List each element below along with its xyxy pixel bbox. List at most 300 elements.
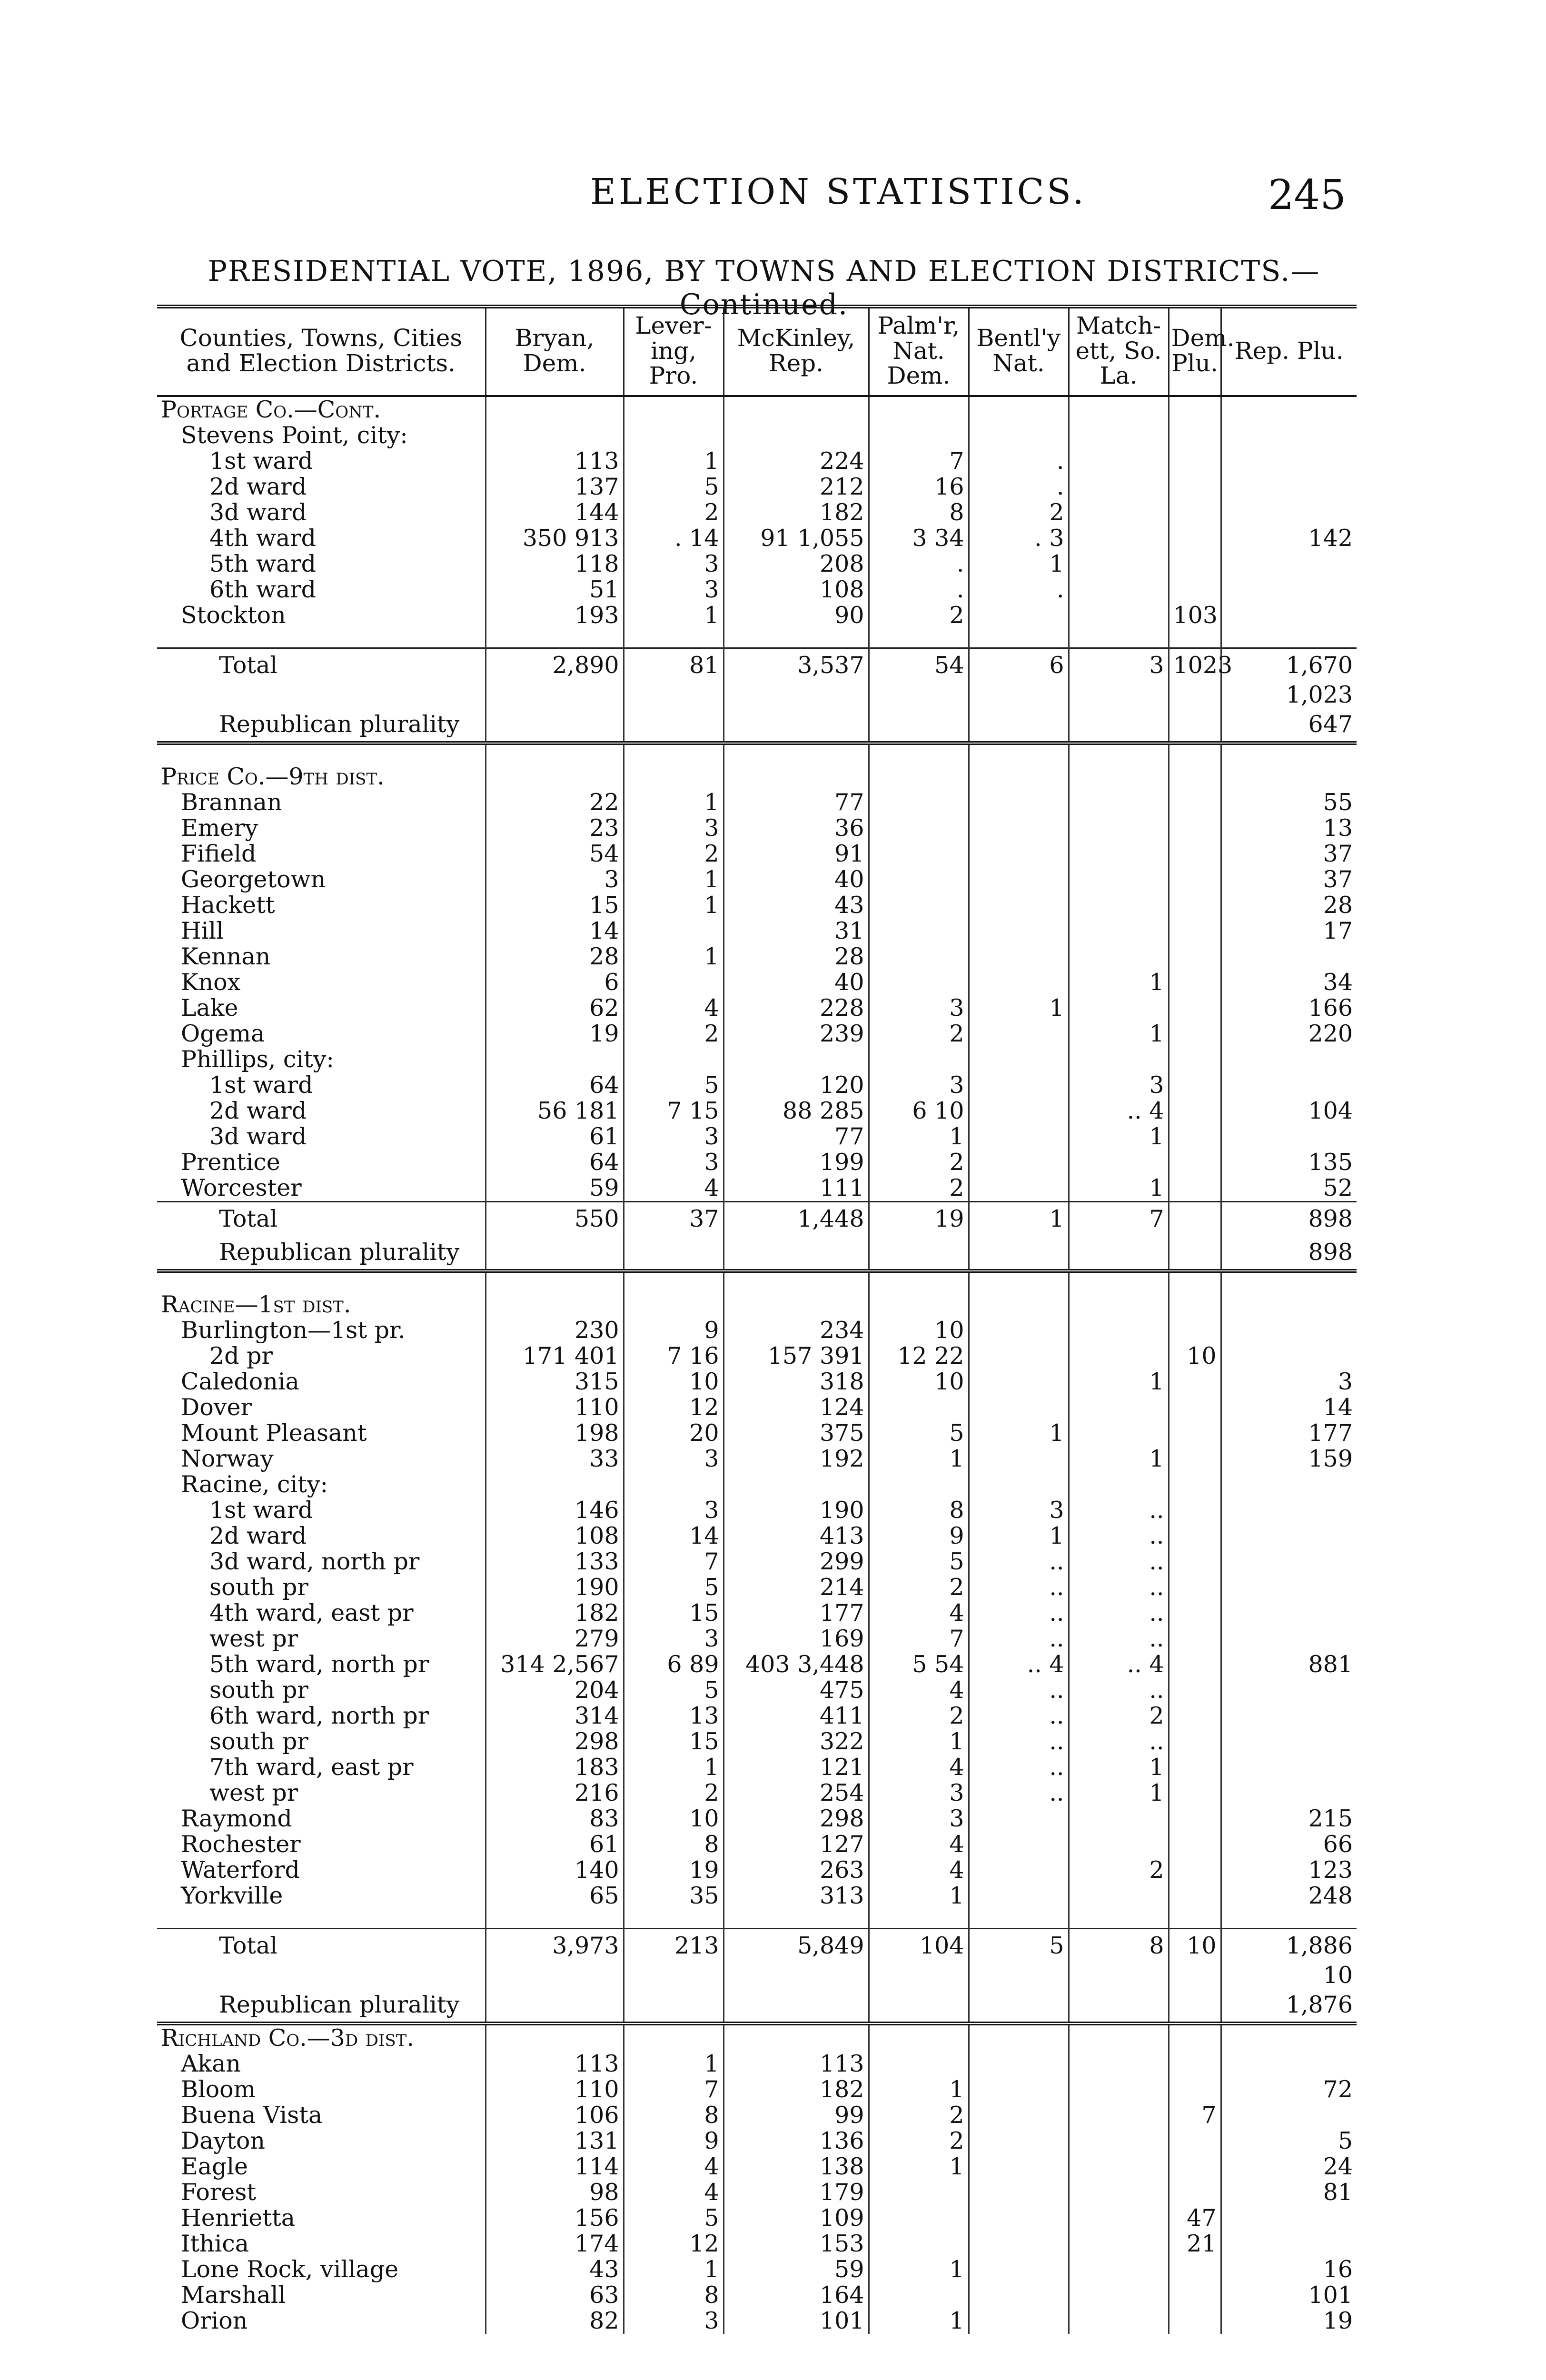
cell-matchett: 1 bbox=[1069, 1369, 1169, 1395]
table-row bbox=[157, 995, 1357, 1021]
cell-rep-plurality: 28 bbox=[1323, 891, 1353, 919]
cell-palmer bbox=[869, 1047, 969, 1072]
cell-palmer: 2 bbox=[869, 2102, 969, 2128]
table-row bbox=[157, 867, 1357, 892]
cell-levering bbox=[624, 1047, 723, 1072]
cell-palmer: 4 bbox=[869, 1600, 969, 1626]
cell-district: south pr bbox=[157, 1677, 486, 1703]
cell-matchett bbox=[1069, 526, 1169, 551]
cell-district: Mount Pleasant bbox=[157, 1420, 486, 1446]
cell-rep-plurality: 10 bbox=[1323, 1961, 1353, 1989]
cell-bentley bbox=[969, 2257, 1069, 2282]
cell-district: Fifield bbox=[157, 841, 486, 867]
cell-bentley: 5 bbox=[969, 1928, 1069, 1963]
cell-bentley: . 3 bbox=[969, 526, 1069, 551]
cell-rep-plurality: 16 bbox=[1323, 2255, 1353, 2283]
cell-bryan: 113 bbox=[486, 448, 624, 474]
cell-levering bbox=[624, 743, 723, 764]
cell-matchett bbox=[1069, 1832, 1169, 1857]
cell-matchett: .. bbox=[1069, 1729, 1169, 1755]
cell-levering: 3 bbox=[624, 2308, 723, 2334]
cell-bentley: . bbox=[969, 474, 1069, 500]
cell-dem-plurality bbox=[1169, 448, 1221, 474]
cell-mckinley bbox=[723, 1047, 869, 1072]
cell-bentley bbox=[969, 1909, 1069, 1929]
table-row bbox=[157, 1343, 1357, 1369]
cell-mckinley: 43 bbox=[723, 892, 869, 918]
cell-bryan: 314 bbox=[486, 1703, 624, 1729]
cell-matchett bbox=[1069, 867, 1169, 892]
cell-matchett: 2 bbox=[1069, 1703, 1169, 1729]
cell-matchett bbox=[1069, 2023, 1169, 2051]
cell-district bbox=[157, 1909, 486, 1929]
cell-district: Total bbox=[157, 1928, 486, 1963]
cell-dem-plurality bbox=[1169, 1703, 1221, 1729]
cell-bryan: 230 bbox=[486, 1318, 624, 1343]
table-row bbox=[157, 1497, 1357, 1523]
table-row bbox=[157, 1369, 1357, 1395]
cell-matchett bbox=[1069, 1963, 1169, 1988]
cell-district: Henrietta bbox=[157, 2205, 486, 2231]
cell-district: Ogema bbox=[157, 1021, 486, 1047]
cell-bentley bbox=[969, 2128, 1069, 2154]
cell-district: 6th ward bbox=[157, 577, 486, 603]
cell-palmer bbox=[869, 764, 969, 790]
cell-bryan: 15 bbox=[486, 892, 624, 918]
cell-rep-plurality bbox=[1221, 764, 1357, 790]
cell-matchett bbox=[1069, 2231, 1169, 2257]
cell-dem-plurality bbox=[1169, 474, 1221, 500]
cell-matchett: .. 4 bbox=[1069, 1098, 1169, 1124]
cell-bryan: 174 bbox=[486, 2231, 624, 2257]
table-row bbox=[157, 1806, 1357, 1832]
cell-palmer bbox=[869, 2282, 969, 2308]
cell-dem-plurality bbox=[1169, 841, 1221, 867]
cell-rep-plurality: 898 bbox=[1221, 1201, 1357, 1236]
cell-dem-plurality bbox=[1169, 1446, 1221, 1472]
cell-palmer bbox=[869, 396, 969, 423]
cell-bentley bbox=[969, 2102, 1069, 2128]
cell-district: Lone Rock, village bbox=[157, 2257, 486, 2282]
cell-rep-plurality: 898 bbox=[1221, 1236, 1357, 1271]
table-row bbox=[157, 682, 1357, 708]
cell-dem-plurality bbox=[1169, 1626, 1221, 1652]
cell-rep-plurality bbox=[1221, 1343, 1357, 1369]
cell-mckinley: 40 bbox=[723, 970, 869, 995]
cell-palmer bbox=[869, 892, 969, 918]
table-row bbox=[157, 764, 1357, 790]
cell-bryan bbox=[486, 1047, 624, 1072]
cell-district: Ithica bbox=[157, 2231, 486, 2257]
cell-mckinley: 164 bbox=[723, 2282, 869, 2308]
cell-district bbox=[157, 1271, 486, 1292]
cell-levering: 1 bbox=[624, 603, 723, 628]
cell-matchett bbox=[1069, 1150, 1169, 1175]
table-row bbox=[157, 628, 1357, 648]
cell-district: 3d ward bbox=[157, 1124, 486, 1150]
table-row bbox=[157, 1472, 1357, 1497]
cell-mckinley: 108 bbox=[723, 577, 869, 603]
cell-dem-plurality bbox=[1169, 1124, 1221, 1150]
cell-bryan: 550 bbox=[486, 1201, 624, 1236]
cell-palmer bbox=[869, 2023, 969, 2051]
cell-dem-plurality bbox=[1169, 1600, 1221, 1626]
cell-mckinley: 5,849 bbox=[723, 1928, 869, 1963]
cell-bentley bbox=[969, 628, 1069, 648]
cell-dem-plurality bbox=[1169, 1420, 1221, 1446]
cell-palmer bbox=[869, 790, 969, 815]
table-row bbox=[157, 1098, 1357, 1124]
cell-levering bbox=[624, 1472, 723, 1497]
cell-mckinley: 208 bbox=[723, 551, 869, 577]
cell-bryan: 108 bbox=[486, 1523, 624, 1549]
table-row bbox=[157, 1928, 1357, 1963]
cell-rep-plurality bbox=[1221, 500, 1357, 526]
cell-district: Burlington—1st pr. bbox=[157, 1318, 486, 1343]
cell-dem-plurality bbox=[1169, 1780, 1221, 1806]
cell-palmer: 3 bbox=[869, 1072, 969, 1098]
cell-rep-plurality bbox=[1221, 2205, 1357, 2231]
cell-rep-plurality bbox=[1221, 944, 1357, 970]
cell-bentley bbox=[969, 1124, 1069, 1150]
cell-matchett: .. bbox=[1069, 1575, 1169, 1600]
table-row bbox=[157, 1150, 1357, 1175]
cell-levering: 1 bbox=[624, 2257, 723, 2282]
cell-levering bbox=[624, 423, 723, 448]
cell-palmer: 1 bbox=[869, 2257, 969, 2282]
cell-dem-plurality: 1023 bbox=[1169, 648, 1221, 682]
cell-bryan: 156 bbox=[486, 2205, 624, 2231]
cell-dem-plurality bbox=[1169, 1575, 1221, 1600]
cell-bryan bbox=[486, 1292, 624, 1318]
table-row bbox=[157, 970, 1357, 995]
cell-levering: 213 bbox=[624, 1928, 723, 1963]
table-row bbox=[157, 423, 1357, 448]
cell-rep-plurality bbox=[1221, 1600, 1357, 1626]
cell-bentley bbox=[969, 2023, 1069, 2051]
cell-levering bbox=[624, 918, 723, 944]
cell-district: Emery bbox=[157, 815, 486, 841]
cell-rep-plurality bbox=[1221, 2023, 1357, 2051]
cell-bryan: 51 bbox=[486, 577, 624, 603]
cell-dem-plurality bbox=[1169, 1292, 1221, 1318]
cell-bryan: 171 401 bbox=[486, 1343, 624, 1369]
cell-bryan: 83 bbox=[486, 1806, 624, 1832]
cell-levering: 9 bbox=[624, 1318, 723, 1343]
cell-palmer bbox=[869, 1236, 969, 1271]
cell-matchett bbox=[1069, 2257, 1169, 2282]
table-row bbox=[157, 2023, 1357, 2051]
cell-bryan: 3 bbox=[486, 867, 624, 892]
cell-rep-plurality: 5 bbox=[1338, 2127, 1353, 2154]
cell-rep-plurality: 135 bbox=[1308, 1148, 1353, 1176]
cell-levering bbox=[624, 1963, 723, 1988]
cell-palmer: 16 bbox=[869, 474, 969, 500]
cell-palmer: 1 bbox=[869, 1883, 969, 1909]
cell-bentley bbox=[969, 1883, 1069, 1909]
cell-rep-plurality: 647 bbox=[1221, 708, 1357, 743]
table-row bbox=[157, 2205, 1357, 2231]
table-row bbox=[157, 1523, 1357, 1549]
cell-levering: 10 bbox=[624, 1806, 723, 1832]
cell-bentley bbox=[969, 2051, 1069, 2077]
table-row bbox=[157, 551, 1357, 577]
cell-palmer: . bbox=[869, 551, 969, 577]
table-row bbox=[157, 1988, 1357, 2023]
cell-levering: 6 89 bbox=[624, 1652, 723, 1677]
cell-rep-plurality: 17 bbox=[1323, 917, 1353, 944]
cell-palmer bbox=[869, 2180, 969, 2205]
cell-mckinley: 199 bbox=[723, 1150, 869, 1175]
table-row bbox=[157, 1395, 1357, 1420]
cell-levering: 1 bbox=[624, 790, 723, 815]
cell-dem-plurality bbox=[1169, 1677, 1221, 1703]
cell-bryan: 113 bbox=[486, 2051, 624, 2077]
cell-bentley: .. bbox=[969, 1703, 1069, 1729]
cell-dem-plurality bbox=[1169, 1021, 1221, 1047]
cell-mckinley: 111 bbox=[723, 1175, 869, 1202]
cell-rep-plurality: 72 bbox=[1323, 2075, 1353, 2103]
cell-bentley: 1 bbox=[969, 1420, 1069, 1446]
cell-bryan bbox=[486, 2023, 624, 2051]
table-row bbox=[157, 1292, 1357, 1318]
cell-mckinley: 224 bbox=[723, 448, 869, 474]
cell-district: 6th ward, north pr bbox=[157, 1703, 486, 1729]
cell-dem-plurality bbox=[1169, 1549, 1221, 1575]
cell-levering: 1 bbox=[624, 448, 723, 474]
cell-bryan: 118 bbox=[486, 551, 624, 577]
table-row bbox=[157, 2180, 1357, 2205]
cell-rep-plurality bbox=[1221, 1472, 1357, 1497]
cell-rep-plurality bbox=[1221, 1292, 1357, 1318]
table-row bbox=[157, 1600, 1357, 1626]
cell-bryan: 106 bbox=[486, 2102, 624, 2128]
cell-palmer bbox=[869, 628, 969, 648]
cell-bentley: 1 bbox=[969, 1523, 1069, 1549]
table-row bbox=[157, 1857, 1357, 1883]
cell-matchett: 1 bbox=[1069, 1780, 1169, 1806]
cell-bryan: 54 bbox=[486, 841, 624, 867]
cell-district: west pr bbox=[157, 1626, 486, 1652]
cell-matchett: 1 bbox=[1069, 1175, 1169, 1202]
cell-mckinley: 182 bbox=[723, 2077, 869, 2102]
cell-palmer: 2 bbox=[869, 2128, 969, 2154]
cell-rep-plurality bbox=[1221, 1626, 1357, 1652]
cell-bentley: .. bbox=[969, 1780, 1069, 1806]
table-body bbox=[157, 396, 1357, 2334]
cell-matchett bbox=[1069, 628, 1169, 648]
cell-dem-plurality bbox=[1169, 2051, 1221, 2077]
cell-mckinley: 113 bbox=[723, 2051, 869, 2077]
cell-bentley: 3 bbox=[969, 1497, 1069, 1523]
cell-rep-plurality bbox=[1221, 603, 1357, 628]
cell-mckinley: 120 bbox=[723, 1072, 869, 1098]
cell-palmer bbox=[869, 1395, 969, 1420]
table-row bbox=[157, 1883, 1357, 1909]
table-row bbox=[157, 2128, 1357, 2154]
cell-bryan: 190 bbox=[486, 1575, 624, 1600]
cell-levering: 15 bbox=[624, 1729, 723, 1755]
table-row bbox=[157, 1677, 1357, 1703]
cell-dem-plurality bbox=[1169, 1201, 1221, 1236]
table-row bbox=[157, 944, 1357, 970]
cell-matchett bbox=[1069, 944, 1169, 970]
cell-palmer: 1 bbox=[869, 2308, 969, 2334]
cell-district: Akan bbox=[157, 2051, 486, 2077]
cell-levering: 4 bbox=[624, 1175, 723, 1202]
cell-palmer: 2 bbox=[869, 1021, 969, 1047]
cell-dem-plurality bbox=[1169, 2282, 1221, 2308]
cell-matchett bbox=[1069, 2205, 1169, 2231]
cell-matchett bbox=[1069, 2282, 1169, 2308]
table-row bbox=[157, 2257, 1357, 2282]
cell-palmer: 2 bbox=[869, 1150, 969, 1175]
cell-levering: 81 bbox=[624, 648, 723, 682]
cell-matchett bbox=[1069, 815, 1169, 841]
cell-bentley bbox=[969, 790, 1069, 815]
cell-dem-plurality bbox=[1169, 1806, 1221, 1832]
cell-rep-plurality: 24 bbox=[1323, 2152, 1353, 2180]
cell-palmer: 12 22 bbox=[869, 1343, 969, 1369]
cell-matchett: .. bbox=[1069, 1523, 1169, 1549]
cell-mckinley: 91 bbox=[723, 841, 869, 867]
cell-rep-plurality: 177 bbox=[1308, 1419, 1353, 1447]
cell-rep-plurality bbox=[1221, 743, 1357, 764]
cell-rep-plurality bbox=[1221, 1523, 1357, 1549]
cell-dem-plurality bbox=[1169, 1729, 1221, 1755]
cell-mckinley bbox=[723, 743, 869, 764]
cell-dem-plurality bbox=[1169, 743, 1221, 764]
cell-matchett: 3 bbox=[1069, 1072, 1169, 1098]
cell-district bbox=[157, 628, 486, 648]
cell-levering: 5 bbox=[624, 474, 723, 500]
cell-palmer bbox=[869, 867, 969, 892]
cell-bentley bbox=[969, 2180, 1069, 2205]
cell-mckinley: 91 1,055 bbox=[723, 526, 869, 551]
cell-matchett bbox=[1069, 500, 1169, 526]
cell-bentley bbox=[969, 1857, 1069, 1883]
cell-bentley bbox=[969, 1963, 1069, 1988]
cell-matchett bbox=[1069, 2051, 1169, 2077]
cell-mckinley: 322 bbox=[723, 1729, 869, 1755]
cell-mckinley: 31 bbox=[723, 918, 869, 944]
cell-mckinley: 254 bbox=[723, 1780, 869, 1806]
table-row bbox=[157, 1575, 1357, 1600]
cell-bryan: 350 913 bbox=[486, 526, 624, 551]
cell-mckinley: 228 bbox=[723, 995, 869, 1021]
cell-matchett bbox=[1069, 1988, 1169, 2023]
cell-bryan: 2,890 bbox=[486, 648, 624, 682]
cell-rep-plurality: 881 bbox=[1308, 1650, 1353, 1678]
cell-rep-plurality: 3 bbox=[1338, 1368, 1353, 1395]
cell-bentley: .. bbox=[969, 1677, 1069, 1703]
cell-mckinley bbox=[723, 764, 869, 790]
cell-mckinley: 153 bbox=[723, 2231, 869, 2257]
cell-palmer bbox=[869, 918, 969, 944]
cell-dem-plurality bbox=[1169, 790, 1221, 815]
cell-rep-plurality: 37 bbox=[1323, 840, 1353, 867]
cell-mckinley: 234 bbox=[723, 1318, 869, 1343]
cell-matchett bbox=[1069, 764, 1169, 790]
cell-matchett: .. bbox=[1069, 1677, 1169, 1703]
cell-rep-plurality: 123 bbox=[1308, 1856, 1353, 1884]
cell-district: Stevens Point, city: bbox=[157, 423, 486, 448]
cell-mckinley: 413 bbox=[723, 1523, 869, 1549]
cell-district: 3d ward bbox=[157, 500, 486, 526]
cell-levering bbox=[624, 1271, 723, 1292]
table-row bbox=[157, 1909, 1357, 1929]
cell-district: Racine, city: bbox=[157, 1472, 486, 1497]
cell-matchett bbox=[1069, 892, 1169, 918]
cell-matchett bbox=[1069, 551, 1169, 577]
cell-district: Republican plurality bbox=[157, 1988, 486, 2023]
cell-district: Total bbox=[157, 648, 486, 682]
cell-bryan bbox=[486, 1236, 624, 1271]
table-row bbox=[157, 918, 1357, 944]
cell-bentley bbox=[969, 1175, 1069, 1202]
cell-levering: 9 bbox=[624, 2128, 723, 2154]
cell-matchett bbox=[1069, 448, 1169, 474]
cell-mckinley: 475 bbox=[723, 1677, 869, 1703]
cell-bentley bbox=[969, 2154, 1069, 2180]
cell-bentley bbox=[969, 1236, 1069, 1271]
table-row bbox=[157, 1420, 1357, 1446]
cell-levering: 3 bbox=[624, 1446, 723, 1472]
cell-palmer: 2 bbox=[869, 1175, 969, 1202]
cell-bentley: 6 bbox=[969, 648, 1069, 682]
cell-bryan: 28 bbox=[486, 944, 624, 970]
cell-rep-plurality: 81 bbox=[1323, 2178, 1353, 2206]
cell-mckinley: 411 bbox=[723, 1703, 869, 1729]
cell-mckinley: 182 bbox=[723, 500, 869, 526]
cell-palmer bbox=[869, 1909, 969, 1929]
cell-levering bbox=[624, 2023, 723, 2051]
table-row bbox=[157, 474, 1357, 500]
cell-bryan: 137 bbox=[486, 474, 624, 500]
cell-bryan: 62 bbox=[486, 995, 624, 1021]
cell-dem-plurality bbox=[1169, 892, 1221, 918]
cell-palmer bbox=[869, 423, 969, 448]
cell-matchett: 8 bbox=[1069, 1928, 1169, 1963]
cell-district: 1st ward bbox=[157, 1497, 486, 1523]
cell-matchett: 2 bbox=[1069, 1857, 1169, 1883]
cell-mckinley: 298 bbox=[723, 1806, 869, 1832]
cell-rep-plurality bbox=[1221, 1047, 1357, 1072]
cell-mckinley bbox=[723, 708, 869, 743]
cell-rep-plurality bbox=[1221, 1703, 1357, 1729]
cell-matchett bbox=[1069, 577, 1169, 603]
cell-palmer: 4 bbox=[869, 1677, 969, 1703]
cell-bentley bbox=[969, 1021, 1069, 1047]
cell-rep-plurality: 1,670 bbox=[1221, 648, 1357, 682]
col-header-palmer: Palm'r, Nat. Dem. bbox=[869, 307, 969, 396]
cell-mckinley bbox=[723, 1909, 869, 1929]
table-row bbox=[157, 743, 1357, 764]
cell-rep-plurality bbox=[1221, 1677, 1357, 1703]
cell-levering: 7 16 bbox=[624, 1343, 723, 1369]
cell-bryan bbox=[486, 1988, 624, 2023]
cell-mckinley bbox=[723, 2023, 869, 2051]
cell-levering: 3 bbox=[624, 1497, 723, 1523]
cell-bryan: 183 bbox=[486, 1755, 624, 1780]
cell-dem-plurality bbox=[1169, 1883, 1221, 1909]
cell-matchett bbox=[1069, 474, 1169, 500]
cell-mckinley: 59 bbox=[723, 2257, 869, 2282]
cell-bryan: 43 bbox=[486, 2257, 624, 2282]
cell-matchett bbox=[1069, 1271, 1169, 1292]
cell-bryan: 3,973 bbox=[486, 1928, 624, 1963]
cell-levering: 5 bbox=[624, 1677, 723, 1703]
